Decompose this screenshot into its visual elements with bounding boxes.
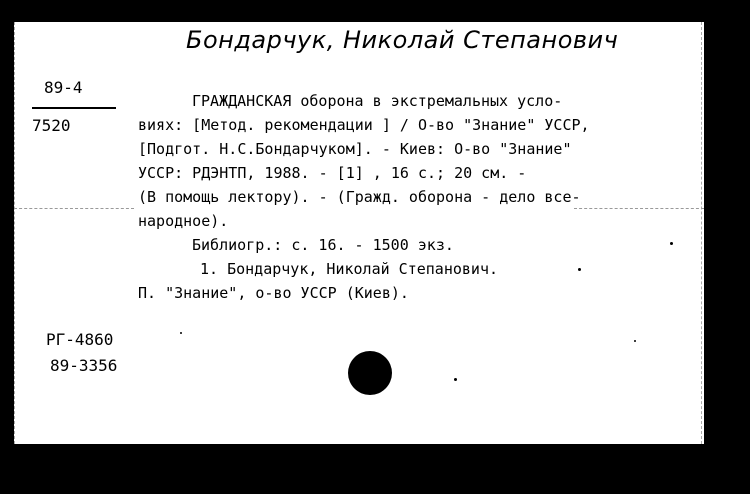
speck bbox=[578, 268, 581, 271]
faint-guide-line bbox=[574, 208, 704, 209]
call-number-top: 89-4 bbox=[44, 78, 83, 97]
call-number-bottom: 7520 bbox=[32, 116, 71, 135]
rg-number: РГ-4860 bbox=[46, 330, 114, 349]
accession-number: 89-3356 bbox=[50, 356, 118, 375]
card-left-edge bbox=[14, 22, 17, 444]
body-line-9: П. "Знание", о-во УССР (Киев). bbox=[138, 284, 409, 302]
call-number-divider bbox=[32, 107, 116, 109]
body-line-8: 1. Бондарчук, Николай Степанович. bbox=[200, 260, 499, 278]
speck bbox=[634, 340, 636, 342]
body-line-3: [Подгот. Н.С.Бондарчуком]. - Киев: О-во "Знание" bbox=[138, 140, 572, 158]
body-line-6: народное). bbox=[138, 212, 229, 230]
speck bbox=[670, 242, 673, 245]
speck bbox=[454, 378, 457, 381]
faint-guide-line bbox=[14, 208, 134, 209]
speck bbox=[180, 332, 182, 334]
punch-hole bbox=[348, 351, 392, 395]
catalog-card bbox=[14, 22, 704, 444]
body-line-7: Библиогр.: с. 16. - 1500 экз. bbox=[192, 236, 454, 254]
body-line-5: (В помощь лектору). - (Гражд. оборона - дело все- bbox=[138, 188, 581, 206]
body-line-1: ГРАЖДАНСКАЯ оборона в экстремальных усло- bbox=[192, 92, 563, 110]
body-line-4: УССР: РДЭНТП, 1988. - [1] , 16 с.; 20 см. - bbox=[138, 164, 527, 182]
card-right-edge bbox=[701, 22, 704, 444]
handwritten-author-heading: Бондарчук, Николай Степанович bbox=[186, 26, 619, 54]
body-line-2: виях: [Метод. рекомендации ] / О-во "Знание" УССР, bbox=[138, 116, 590, 134]
